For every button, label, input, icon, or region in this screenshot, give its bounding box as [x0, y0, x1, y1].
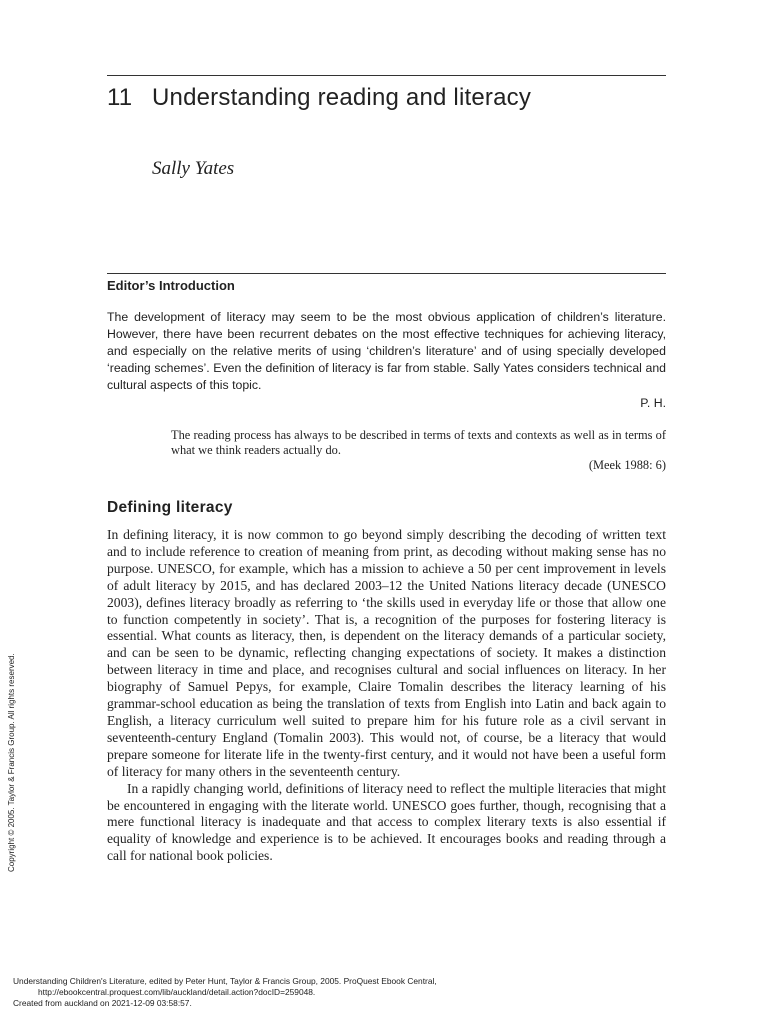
footer-line-citation: Understanding Children's Literature, edited by Peter Hunt, Taylor & Francis Group, 2005. ProQuest Ebook Central,: [13, 976, 437, 986]
chapter-number: 11: [107, 84, 133, 111]
section-heading: Defining literacy: [107, 499, 233, 516]
author-name: Sally Yates: [152, 158, 235, 179]
body-paragraph: In a rapidly changing world, definitions of literacy need to reflect the multiple literacies that might be encountered in engaging with the literate world. UNESCO goes further, though, recognising that a mere functional literacy is inadequate and that access to complex literary texts is also essential if equality of knowledge and experience is to be achieved. It encourages books and reading through a call for national book policies.: [107, 780, 666, 864]
editors-introduction-text: The development of literacy may seem to be the most obvious application of children’s literature. However, there have been recurrent debates on the most effective techniques for achieving literacy, and especially on the relative merits of using ‘children’s literature’ and of using specially developed ‘reading schemes’. Even the definition of literacy is far from stable. Sally Yates considers technical and cultural aspects of this topic.: [107, 310, 666, 392]
top-rule: [107, 75, 666, 76]
footer-line-created: Created from auckland on 2021-12-09 03:58:57.: [13, 998, 192, 1008]
editor-initials: P. H.: [640, 396, 666, 410]
epigraph-citation: (Meek 1988: 6): [588, 458, 666, 472]
copyright-notice: Copyright © 2005. Taylor & Francis Group. All rights reserved.: [7, 653, 16, 872]
chapter-title-text: Understanding reading and literacy: [152, 84, 532, 111]
body-text: [107, 527, 666, 865]
source-footer: [13, 976, 437, 1009]
epigraph-quote: The reading process has always to be described in terms of texts and contexts as well as in terms of what we think readers actually do.: [171, 428, 666, 457]
body-paragraph: In defining literacy, it is now common to go beyond simply describing the decoding of written text and to include reference to creation of meaning from print, as decoding without making sense has no purpose. UNESCO, for example, which has a mission to achieve a 50 per cent improvement in levels of adult literacy by 2015, and has declared 2003–12 the United Nations literacy decade (UNESCO 2003), defines literacy broadly as referring to ‘the skills used in everyday life or those that allow one to function competently in society’. That is, a recognition of the purposes for fostering literacy is essential. What counts as literacy, then, is dependent on the literacy demands of a particular society, and can be seen to be dynamic, reflecting changing expectations of society. It makes a distinction between literacy in time and place, and recognises cultural and social influences on literacy. In her biography of Samuel Pepys, for example, Claire Tomalin describes the literacy learning of his grammar-school education as being the translation of texts from English into Latin and back again to English, a literacy curriculum well suited to prepare him for his future role as a civil servant in seventeenth-century England (Tomalin 2003). This would not, of course, be a literacy that would prepare someone for literate life in the twenty-first century, and it would not have been a useful form of literacy for many others in the seventeenth century.: [107, 527, 666, 779]
section-rule: [107, 273, 666, 274]
footer-line-url: http://ebookcentral.proquest.com/lib/auckland/detail.action?docID=259048.: [38, 987, 316, 997]
editors-introduction-heading: Editor’s Introduction: [107, 278, 235, 293]
